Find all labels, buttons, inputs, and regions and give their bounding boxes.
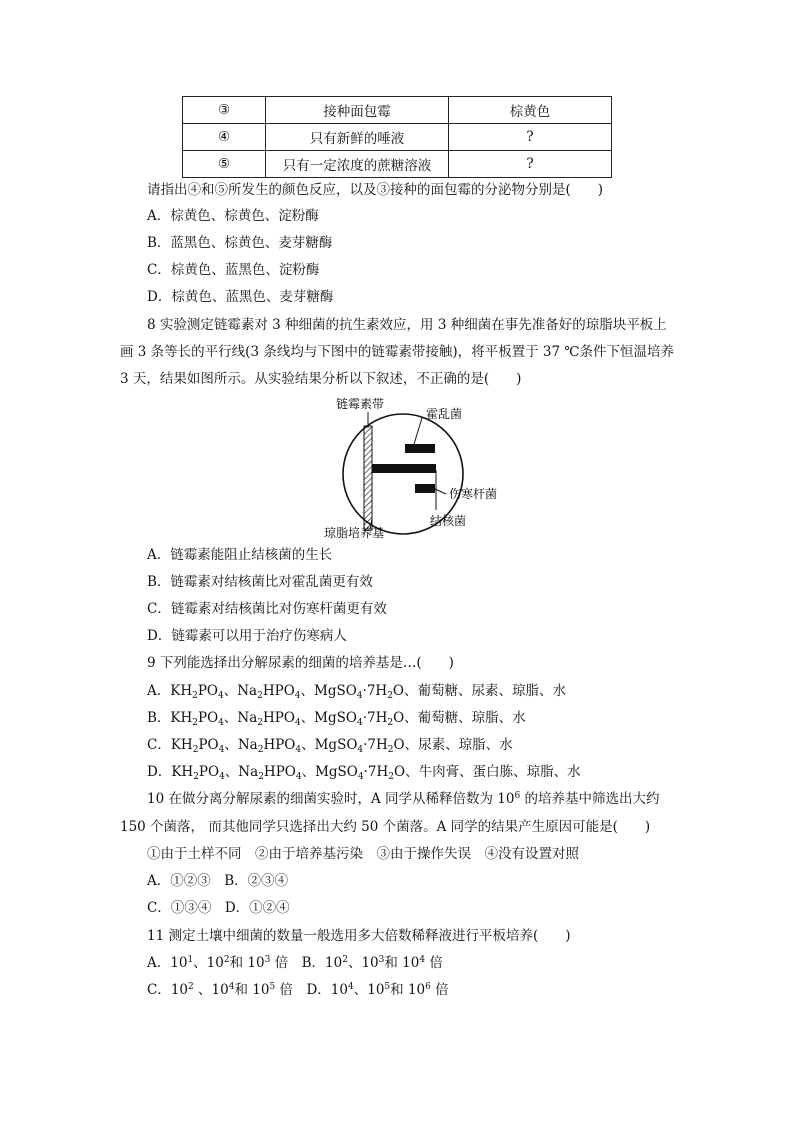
q9-option-a: A．$KH_2PO_4$、$Na_2HPO_4$、$MgSO_4\cdot 7H_2O$、葡萄糖、尿素、琼脂、水 (147, 683, 566, 701)
table-row (183, 97, 612, 124)
exp: 3 (378, 955, 385, 965)
sep: 、10 (347, 955, 379, 971)
sep: 倍 (425, 955, 443, 971)
q11-d-prefix: D．10 (292, 982, 348, 998)
results-table (182, 96, 612, 178)
label-streptomycin: 链霉素带 (336, 397, 385, 411)
table-cell-content: 只有一定浓度的蔗糖溶液 (266, 151, 449, 178)
sep: 和 10 (390, 982, 426, 998)
q10-text-a: 10 在做分离分解尿素的细菌实验时，A 同学从稀释倍数为 10 (147, 791, 515, 807)
exp: 5 (384, 982, 391, 992)
q8-stem-line3: 3 天，结果如图所示。从实验结果分析以下叙述，不正确的是( ) (120, 371, 522, 387)
sep: 倍 (430, 982, 449, 998)
option-letter: C． (147, 737, 171, 753)
table-row (183, 124, 612, 151)
q11-options-cd (147, 984, 449, 998)
q11-options-ab (147, 957, 443, 971)
exp: 4 (228, 982, 235, 992)
label-agar-medium: 琼脂培养基 (324, 526, 385, 540)
sep: 倍 (275, 982, 293, 998)
q10-options-cd: C．①③④ D．①②④ (147, 900, 290, 916)
streptomycin-strip (364, 426, 372, 530)
option-rest: 、葡萄糖、琼脂、水 (404, 710, 526, 726)
q8-option-b: B．链霉素对结核菌比对霍乱菌更有效 (147, 574, 373, 590)
table-cell-color: ? (449, 151, 612, 178)
table-cell-content: 接种面包霉 (266, 97, 449, 124)
table-cell-num: ④ (183, 124, 266, 151)
option-rest: 、牛肉膏、蛋白胨、琼脂、水 (405, 764, 581, 780)
q9-option-b: B．$KH_2PO_4$、$Na_2HPO_4$、$MgSO_4\cdot 7H_2O$、葡萄糖、琼脂、水 (147, 710, 526, 728)
table-cell-num: ③ (183, 97, 266, 124)
exp: 2 (188, 982, 194, 992)
exp: 2 (223, 955, 230, 965)
exp: 1 (187, 955, 194, 965)
q7-option-c: C．棕黄色、蓝黑色、淀粉酶 (147, 262, 320, 278)
option-rest: 、葡萄糖、尿素、琼脂、水 (404, 683, 566, 699)
q8-option-c: C．链霉素对结核菌比对伤寒杆菌更有效 (147, 601, 387, 617)
q11-stem: 11 测定土壤中细菌的数量一般选用多大倍数稀释液进行平板培养( ) (147, 928, 571, 944)
exp: 3 (264, 955, 271, 965)
q9-option-d: D．$KH_2PO_4$、$Na_2HPO_4$、$MgSO_4\cdot 7H_2O$、牛肉膏、蛋白胨、琼脂、水 (147, 764, 581, 782)
label-tuberculosis: 结核菌 (430, 514, 467, 528)
label-cholera: 霍乱菌 (426, 407, 463, 421)
q7-option-a: A．棕黄色、棕黄色、淀粉酶 (147, 208, 319, 224)
q10-reasons: ①由于土样不同 ②由于培养基污染 ③由于操作失误 ④没有设置对照 (147, 846, 579, 862)
q10-options-ab: A．①②③ B．②③④ (147, 873, 289, 889)
q8-option-d: D．链霉素可以用于治疗伤寒病人 (147, 628, 347, 644)
sep: 、10 (193, 982, 229, 998)
q11-a-prefix: A．10 (147, 955, 188, 971)
q7-option-d: D．棕黄色、蓝黑色、麦芽糖酶 (147, 289, 334, 305)
table-cell-color: ? (449, 124, 612, 151)
exp: 4 (419, 955, 426, 965)
cholera-streak (405, 444, 435, 453)
table-row (183, 151, 612, 178)
tb-streak (372, 464, 436, 473)
q10-text-b: 的培养基中筛选出大约 (520, 791, 660, 807)
table-cell-content: 只有新鲜的唾液 (266, 124, 449, 151)
q11-c-prefix: C．10 (147, 982, 189, 998)
cholera-leader-line (414, 418, 422, 444)
table-cell-num: ⑤ (183, 151, 266, 178)
q10-exponent: 6 (514, 791, 521, 801)
table-cell-color: 棕黄色 (449, 97, 612, 124)
sep: 和 10 (229, 955, 265, 971)
option-letter: B． (147, 710, 171, 726)
exp: 2 (342, 955, 348, 965)
option-rest: 、尿素、琼脂、水 (404, 737, 513, 753)
exp: 4 (348, 982, 354, 992)
sep: 和 10 (234, 982, 270, 998)
q9-option-c: C．$KH_2PO_4$、$Na_2HPO_4$、$MgSO_4\cdot 7H_2O$、尿素、琼脂、水 (147, 737, 513, 755)
q8-stem-line1: 8 实验测定链霉素对 3 种细菌的抗生素效应，用 3 种细菌在事先准备好的琼脂块平板上 (147, 317, 667, 333)
q8-option-a: A．链霉素能阻止结核菌的生长 (147, 547, 333, 563)
q9-stem: 9 下列能选择出分解尿素的细菌的培养基是…( ) (147, 655, 454, 671)
sep: 、10 (353, 982, 385, 998)
exp: 5 (269, 982, 276, 992)
typhoid-streak (415, 484, 435, 493)
q10-stem-line1 (147, 793, 660, 807)
q7-option-b: B．蓝黑色、棕黄色、麦芽糖酶 (147, 235, 333, 251)
sep: 倍 (270, 955, 289, 971)
option-letter: D． (147, 764, 172, 780)
sep: 和 10 (384, 955, 420, 971)
option-letter: A． (147, 683, 171, 699)
q10-stem-line2: 150 个菌落， 而其他同学只选择出大约 50 个菌落。A 同学的结果产生原因可能是( ) (120, 819, 651, 835)
q8-stem-line2: 画 3 条等长的平行线(3 条线均与下图中的链霉素带接触)，将平板置于 37 ℃条件下恒温培养 (120, 344, 674, 360)
label-typhoid: 伤寒杆菌 (449, 487, 498, 501)
streptomycin-experiment-figure (310, 392, 530, 542)
exp: 6 (425, 982, 431, 992)
sep: 、10 (193, 955, 224, 971)
q7-stem: 请指出④和⑤所发生的颜色反应，以及③接种的面包霉的分泌物分别是( ) (147, 182, 604, 198)
q11-b-prefix: B．10 (288, 955, 343, 971)
